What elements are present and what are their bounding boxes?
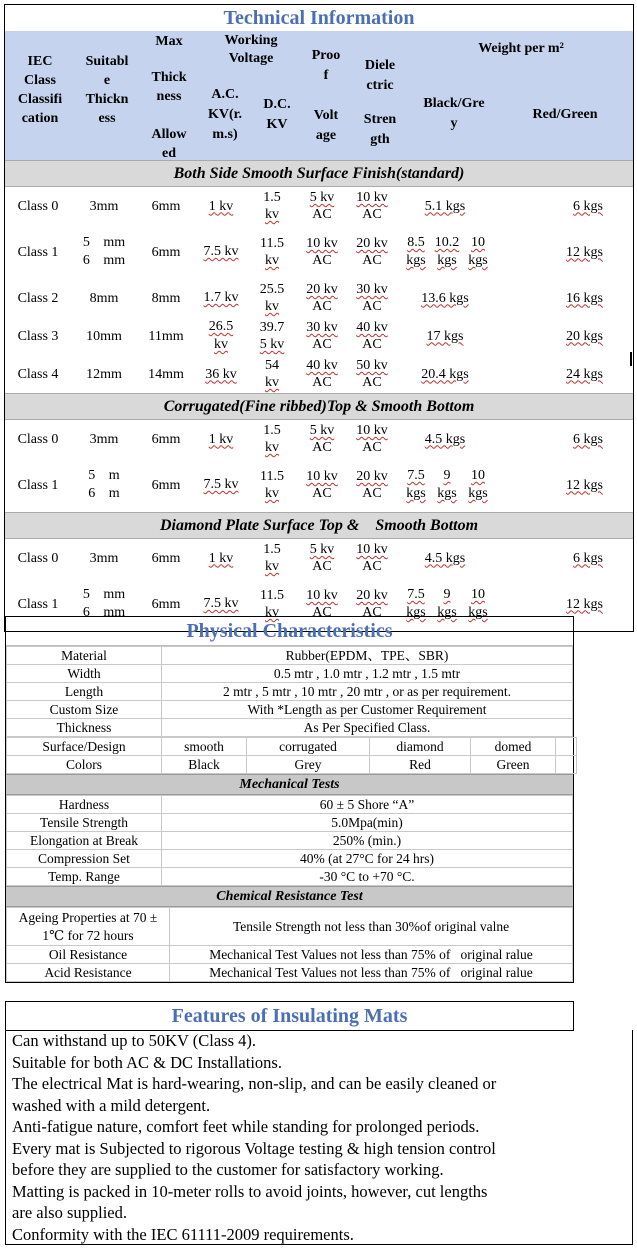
dielectric-cell: 10 kv AC: [356, 423, 388, 455]
header-proof-voltage: Proo f Volt age: [311, 48, 341, 143]
red-green-weight-cell: 6 kgs: [573, 550, 603, 566]
data-row: [5, 420, 633, 458]
section-title: Diamond Plate Surface Top & Smooth Bottom: [5, 512, 633, 539]
proof-voltage-cell: 5 kv AC: [309, 423, 335, 455]
technical-information-table: [4, 4, 634, 632]
data-row: [5, 539, 633, 577]
proof-voltage-cell: 10 kv AC: [306, 588, 338, 620]
ageing-label: Ageing Properties at 70 ± 1℃ for 72 hours: [7, 908, 170, 946]
thickness-cell: 3mm: [89, 550, 119, 566]
class-cell: Class 1: [17, 477, 59, 493]
red-green-weight-cell: 12 kgs: [566, 477, 603, 493]
class-cell: Class 1: [17, 596, 59, 612]
header-black-grey: Black/Gre y: [423, 96, 485, 131]
class-cell: Class 2: [17, 290, 59, 306]
mechanical-label: Compression Set: [7, 850, 162, 868]
physical-label: Material: [7, 647, 162, 665]
dielectric-cell: 50 kv AC: [356, 358, 388, 390]
section-table: [5, 420, 633, 512]
color-option: Red: [370, 756, 471, 774]
mechanical-row: [7, 814, 573, 832]
red-green-weight-cell: 6 kgs: [573, 431, 603, 447]
physical-options: [6, 737, 577, 774]
ac-voltage-cell: 1 kv: [208, 550, 234, 566]
header-weight: Weight per m²: [478, 41, 564, 56]
dc-voltage-cell: 11.5 kv: [260, 588, 284, 620]
physical-row: [7, 647, 573, 665]
header-ac: A.C. KV(r. m.s): [207, 87, 243, 142]
feature-line: Suitable for both AC & DC Installations.: [12, 1052, 282, 1072]
black-grey-weight-cell: 5.1 kgs: [424, 198, 466, 214]
ac-voltage-cell: 1.7 kv: [203, 290, 239, 305]
ac-voltage-cell: 7.5 kv: [203, 477, 239, 492]
dielectric-cell: 10 kv AC: [356, 190, 388, 222]
weight-value: 10 kgs: [468, 587, 488, 620]
physical-value: 0.5 mtr , 1.0 mtr , 1.2 mtr , 1.5 mtr: [162, 665, 573, 683]
physical-label: Length: [7, 683, 162, 701]
header-working-voltage: Working Voltage: [224, 33, 278, 66]
oil-row: [7, 946, 573, 964]
red-green-weight-cell: 6 kgs: [573, 198, 603, 214]
weight-value: 10.2 kgs: [434, 235, 460, 268]
empty-cell: [556, 738, 577, 756]
data-row: [5, 355, 633, 393]
physical-label: Thickness: [7, 719, 162, 737]
thickness-cell: 3mm: [89, 431, 119, 447]
black-grey-weight-cell: 17 kgs: [426, 328, 464, 344]
mechanical-row: [7, 796, 573, 814]
header-max-thickness: Max Thick ness Allow ed: [151, 34, 187, 161]
max-thickness-cell: 6mm: [151, 198, 181, 214]
mechanical-value: 40% (at 27°C for 24 hrs): [162, 850, 573, 868]
mechanical-label: Elongation at Break: [7, 832, 162, 850]
thickness-cell: 10mm: [86, 328, 122, 344]
mechanical-tests-title: Mechanical Tests: [6, 774, 573, 795]
surface-option: domed: [471, 738, 556, 756]
header-red-green: Red/Green: [532, 107, 598, 122]
ac-voltage-cell: 26.5 kv: [208, 319, 234, 352]
max-thickness-cell: 6mm: [151, 431, 181, 447]
oil-value: Mechanical Test Values not less than 75% of original ralue: [170, 946, 573, 964]
red-green-weight-cell: 24 kgs: [566, 366, 603, 382]
weight-value: 10 kgs: [468, 468, 488, 501]
proof-voltage-cell: 20 kv AC: [306, 282, 338, 314]
feature-line: Matting is packed in 10-meter rolls to avoid joints, however, cut lengths: [12, 1181, 488, 1201]
physical-row: [7, 701, 573, 719]
ac-voltage-cell: 36 kv: [205, 366, 237, 382]
physical-title: Physical Characteristics: [6, 617, 573, 646]
proof-voltage-cell: 5 kv AC: [309, 190, 335, 222]
colors-label: Colors: [7, 756, 162, 774]
surface-option: diamond: [370, 738, 471, 756]
dc-voltage-cell: 39.7 5 kv: [259, 320, 285, 352]
header-dc: D.C. KV: [263, 97, 291, 132]
feature-line: Every mat is Subjected to rigorous Voltage testing & high tension control: [12, 1138, 496, 1158]
physical-label: Custom Size: [7, 701, 162, 719]
thickness-cell: 5 mm 6 mm: [82, 235, 126, 268]
technical-title: Technical Information: [5, 5, 633, 32]
max-thickness-cell: 8mm: [151, 290, 181, 306]
thickness-cell: 5 m 6 m: [88, 468, 120, 501]
header-thickness: Suitabl e Thickn ess: [85, 54, 129, 126]
dc-voltage-cell: 1.5 kv: [263, 423, 281, 455]
surface-row: [7, 738, 577, 756]
mechanical-label: Tensile Strength: [7, 814, 162, 832]
feature-line: washed with a mild detergent.: [12, 1095, 211, 1115]
dc-voltage-cell: 11.5 kv: [260, 469, 284, 501]
dielectric-cell: 30 kv AC: [356, 282, 388, 314]
ac-voltage-cell: 7.5 kv: [203, 244, 239, 259]
weight-value: 9 kgs: [437, 587, 457, 620]
black-grey-weight-cell: 20.4 kgs: [421, 366, 469, 382]
mechanical-value: 250% (min.): [162, 832, 573, 850]
class-cell: Class 4: [17, 366, 59, 382]
ageing-row: [7, 908, 573, 946]
features-list: [5, 1030, 633, 1245]
header-dielectric-strength: Diele ctric Stren gth: [363, 58, 397, 147]
section-title: Corrugated(Fine ribbed)Top & Smooth Bottom: [5, 393, 633, 420]
surface-label: Surface/Design: [7, 738, 162, 756]
header-iec-class: IEC Class Classifi cation: [17, 54, 63, 126]
thickness-cell: 8mm: [89, 290, 119, 306]
proof-voltage-cell: 10 kv AC: [306, 236, 338, 268]
mechanical-value: 5.0Mpa(min): [162, 814, 573, 832]
ageing-value: Tensile Strength not less than 30%of original valne: [170, 908, 573, 946]
black-grey-weight-cell: 13.6 kgs: [421, 290, 469, 306]
acid-label: Acid Resistance: [7, 964, 170, 982]
colors-row: [7, 756, 577, 774]
features-title: Features of Insulating Mats: [5, 1001, 574, 1031]
black-grey-weight-cell: [397, 458, 493, 512]
acid-row: [7, 964, 573, 982]
chemical-tests: [6, 907, 573, 982]
feature-line: Can withstand up to 50KV (Class 4).: [12, 1031, 256, 1050]
section-title: Both Side Smooth Surface Finish(standard): [5, 160, 633, 187]
max-thickness-cell: 6mm: [151, 550, 181, 566]
weight-value: 8.5 kgs: [406, 235, 426, 268]
physical-row: [7, 719, 573, 737]
proof-voltage-cell: 30 kv AC: [306, 320, 338, 352]
dc-voltage-cell: 25.5 kv: [259, 282, 285, 314]
dielectric-cell: 20 kv AC: [356, 588, 388, 620]
color-option: Grey: [247, 756, 370, 774]
edge-marker: [630, 352, 632, 366]
class-cell: Class 1: [17, 244, 59, 260]
dc-voltage-cell: 11.5 kv: [260, 236, 284, 268]
physical-value: With *Length as per Customer Requirement: [162, 701, 573, 719]
max-thickness-cell: 11mm: [148, 328, 184, 344]
technical-header: [5, 32, 633, 160]
red-green-weight-cell: 12 kgs: [566, 596, 603, 612]
color-option: Green: [471, 756, 556, 774]
color-option: Black: [162, 756, 247, 774]
dc-voltage-cell: 1.5 kv: [263, 190, 281, 222]
thickness-cell: 12mm: [86, 366, 122, 382]
dielectric-cell: 40 kv AC: [356, 320, 388, 352]
red-green-weight-cell: 16 kgs: [566, 290, 603, 306]
physical-rows: [6, 646, 573, 737]
black-grey-weight-cell: [397, 225, 493, 279]
physical-label: Width: [7, 665, 162, 683]
physical-row: [7, 665, 573, 683]
thickness-cell: 3mm: [89, 198, 119, 214]
dielectric-cell: 20 kv AC: [356, 469, 388, 501]
mechanical-tests: [6, 795, 573, 886]
class-cell: Class 0: [17, 431, 59, 447]
weight-value: 7.5 kgs: [406, 587, 426, 620]
ac-voltage-cell: 1 kv: [208, 198, 234, 214]
technical-body: [5, 160, 633, 631]
class-cell: Class 0: [17, 198, 59, 214]
mechanical-label: Temp. Range: [7, 868, 162, 886]
surface-option: smooth: [162, 738, 247, 756]
empty-cell: [556, 756, 577, 774]
data-row: [5, 187, 633, 225]
mechanical-label: Hardness: [7, 796, 162, 814]
feature-line: The electrical Mat is hard-wearing, non-slip, and can be easily cleaned or: [12, 1074, 497, 1093]
physical-row: [7, 683, 573, 701]
acid-value: Mechanical Test Values not less than 75% of original ralue: [170, 964, 573, 982]
chemical-resistance-title: Chemical Resistance Test: [6, 886, 573, 907]
thickness-cell: 5 mm 6 mm: [82, 587, 126, 620]
physical-value: As Per Specified Class.: [162, 719, 573, 737]
mechanical-value: 60 ± 5 Shore “A”: [162, 796, 573, 814]
feature-line: Anti-fatigue nature, comfort feet while standing for prolonged periods.: [12, 1117, 480, 1136]
dc-voltage-cell: 1.5 kv: [263, 542, 281, 574]
black-grey-weight-cell: 4.5 kgs: [424, 431, 466, 447]
mechanical-row: [7, 850, 573, 868]
physical-value: Rubber(EPDM、TPE、SBR): [162, 647, 573, 665]
feature-line: Conformity with the IEC 61111-2009 requirements.: [12, 1224, 354, 1244]
max-thickness-cell: 6mm: [151, 596, 181, 612]
ac-voltage-cell: 1 kv: [208, 431, 234, 447]
physical-characteristics-table: [5, 616, 574, 983]
data-row: [5, 279, 633, 317]
proof-voltage-cell: 10 kv AC: [306, 469, 338, 501]
ac-voltage-cell: 7.5 kv: [203, 596, 239, 611]
data-row: [5, 317, 633, 355]
max-thickness-cell: 6mm: [151, 244, 181, 260]
max-thickness-cell: 6mm: [151, 477, 181, 493]
dielectric-cell: 10 kv AC: [356, 542, 388, 574]
data-row: [5, 458, 633, 512]
section-table: [5, 187, 633, 393]
data-row: [5, 225, 633, 279]
feature-line: before they are supplied to the customer for satisfactory working.: [12, 1160, 444, 1179]
weight-value: 9 kgs: [437, 468, 457, 501]
class-cell: Class 3: [17, 328, 59, 344]
proof-voltage-cell: 40 kv AC: [306, 358, 338, 390]
weight-value: 7.5 kgs: [406, 468, 426, 501]
surface-option: corrugated: [247, 738, 370, 756]
red-green-weight-cell: 12 kgs: [566, 244, 603, 260]
dc-voltage-cell: 54 kv: [265, 358, 279, 390]
max-thickness-cell: 14mm: [148, 366, 184, 382]
black-grey-weight-cell: 4.5 kgs: [424, 550, 466, 566]
mechanical-value: -30 °C to +70 °C.: [162, 868, 573, 886]
mechanical-row: [7, 868, 573, 886]
red-green-weight-cell: 20 kgs: [566, 328, 603, 344]
proof-voltage-cell: 5 kv AC: [309, 542, 335, 574]
feature-line: are also supplied.: [12, 1203, 128, 1222]
mechanical-row: [7, 832, 573, 850]
class-cell: Class 0: [17, 550, 59, 566]
dielectric-cell: 20 kv AC: [356, 236, 388, 268]
oil-label: Oil Resistance: [7, 946, 170, 964]
weight-value: 10 kgs: [468, 235, 488, 268]
physical-value: 2 mtr , 5 mtr , 10 mtr , 20 mtr , or as per requirement.: [162, 683, 573, 701]
